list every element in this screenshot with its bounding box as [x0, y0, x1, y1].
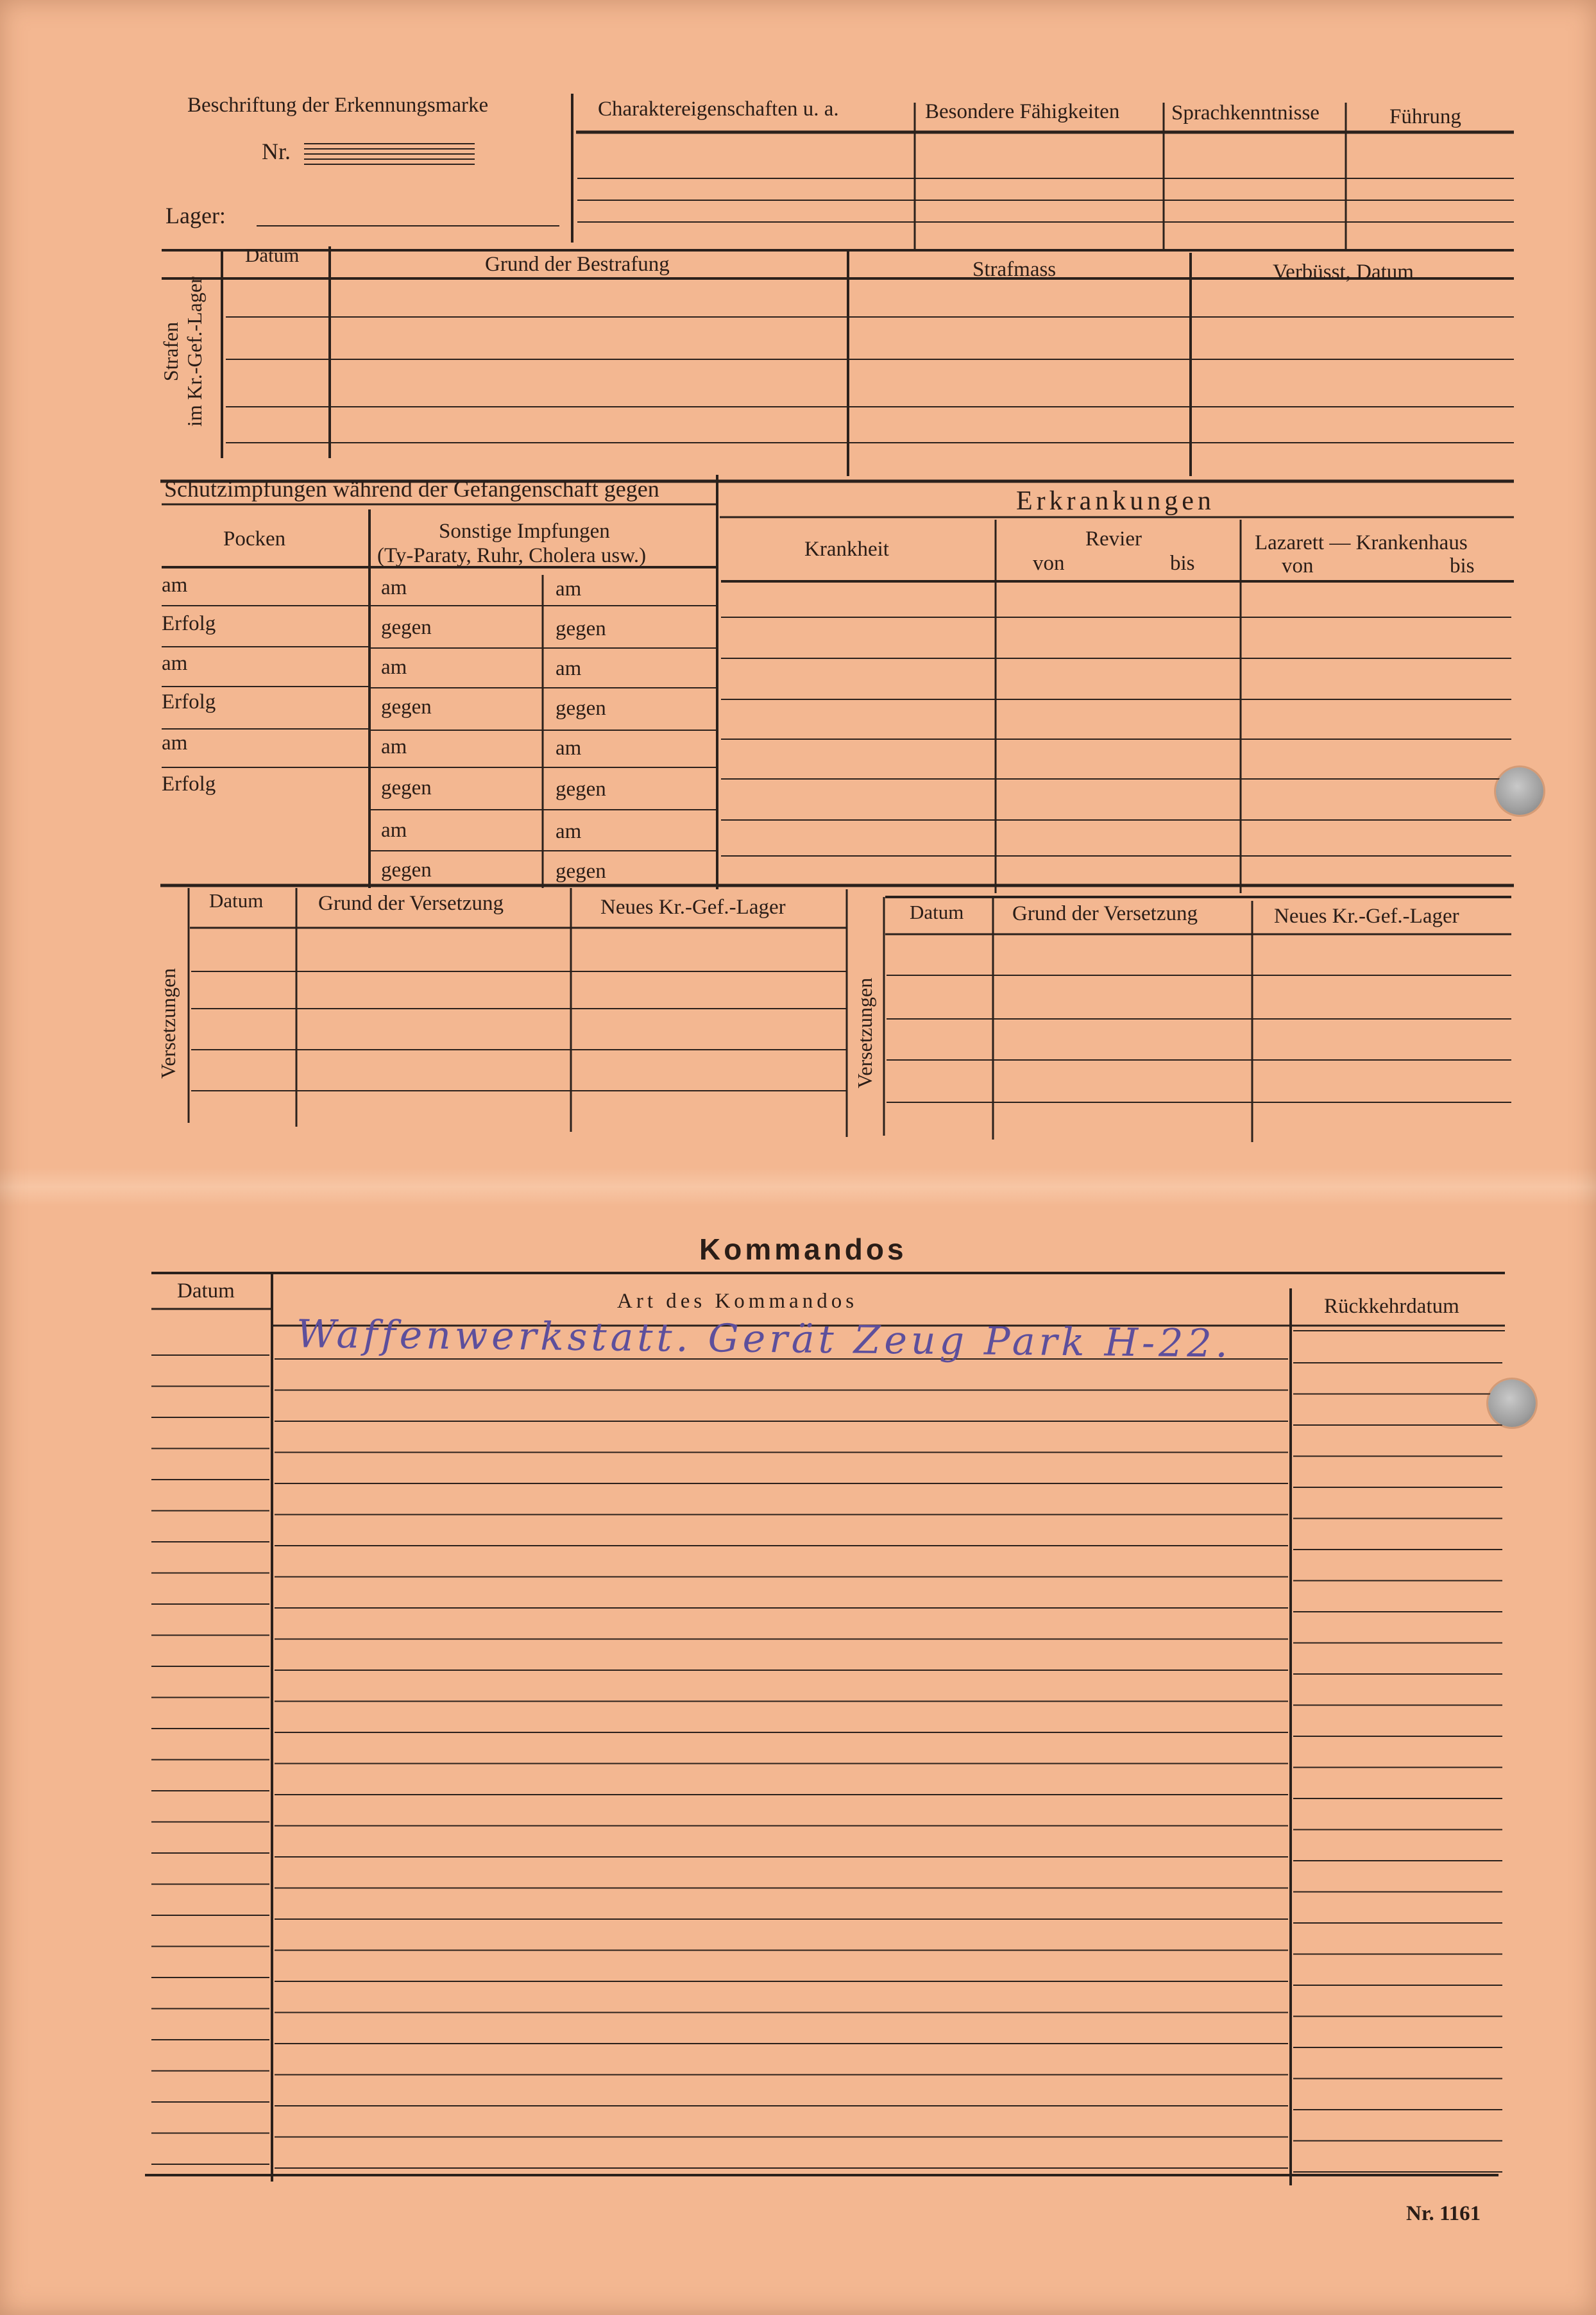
versetzung-left-col-grund: Grund der Versetzung — [318, 892, 504, 915]
sonstige-b-am-1: am — [556, 577, 582, 601]
kommandos-heading: Kommandos — [699, 1233, 907, 1266]
sonstige-a-am-4: am — [381, 819, 407, 842]
strafen-col-grund: Grund der Bestrafung — [485, 253, 670, 276]
pocken-row-erfolg-3: Erfolg — [162, 773, 216, 796]
strafen-side-label — [159, 250, 207, 453]
versetzung-right-col-lager: Neues Kr.-Gef.-Lager — [1274, 905, 1459, 928]
versetzungen-right-side-label: Versetzungen — [853, 977, 876, 1089]
strafen-col-verbuesst: Verbüsst, Datum — [1273, 261, 1414, 284]
schutzimpfungen-heading: Schutzimpfungen während der Gefangenschaft gegen — [164, 476, 659, 502]
punch-hole — [1496, 767, 1543, 815]
col-fuehrung: Führung — [1389, 105, 1461, 128]
sonstige-a-am-1: am — [381, 576, 407, 599]
erkrankungen-heading: Erkrankungen — [1016, 486, 1215, 516]
erkennungsmarke-heading: Beschriftung der Erkennungsmarke — [187, 94, 489, 117]
sonstige-b-gegen-2: gegen — [556, 697, 606, 720]
pocken-row-erfolg-2: Erfolg — [162, 690, 216, 713]
versetzung-right-col-datum: Datum — [910, 901, 964, 923]
lazarett-bis: bis — [1450, 554, 1475, 577]
col-charaktereigenschaften: Charaktereigenschaften u. a. — [598, 98, 839, 121]
kommandos-col-datum: Datum — [177, 1279, 235, 1303]
sonstige-heading-line1: Sonstige Impfungen — [439, 520, 610, 543]
pocken-row-am-3: am — [162, 731, 188, 755]
pocken-row-am-2: am — [162, 652, 188, 675]
pocken-row-am-1: am — [162, 574, 188, 597]
erkrankungen-col-revier: Revier — [1085, 527, 1142, 551]
pocken-row-erfolg-1: Erfolg — [162, 612, 216, 635]
strafen-side-label-line1: Strafen — [159, 321, 182, 382]
sonstige-b-am-2: am — [556, 657, 582, 680]
form-number: Nr. 1161 — [1406, 2202, 1481, 2225]
erkrankungen-col-krankheit: Krankheit — [804, 538, 889, 561]
strafen-col-datum: Datum — [245, 244, 300, 266]
sonstige-b-am-4: am — [556, 820, 582, 843]
sonstige-b-gegen-4: gegen — [556, 860, 606, 883]
sonstige-a-gegen-4: gegen — [381, 859, 432, 882]
lager-label: Lager: — [166, 203, 226, 228]
sonstige-a-gegen-1: gegen — [381, 616, 432, 639]
revier-von: von — [1033, 552, 1065, 575]
pocken-heading: Pocken — [223, 527, 286, 551]
sonstige-b-am-3: am — [556, 737, 582, 760]
kommando-entry-art: Waffenwerkstatt. Gerät Zeug Park H-22. — [296, 1311, 1232, 1367]
revier-bis: bis — [1170, 552, 1195, 575]
strafen-side-label-line2: im Kr.-Gef.-Lager — [182, 277, 206, 427]
nr-label: Nr. — [262, 139, 291, 164]
versetzung-left-col-datum: Datum — [209, 889, 264, 912]
strafen-col-strafmass: Strafmass — [972, 258, 1057, 281]
punch-hole — [1488, 1380, 1536, 1427]
sonstige-heading-line2: (Ty-Paraty, Ruhr, Cholera usw.) — [377, 544, 647, 567]
sonstige-b-gegen-1: gegen — [556, 617, 606, 640]
col-sprachkenntnisse: Sprachkenntnisse — [1171, 101, 1320, 124]
kommandos-col-art: Art des Kommandos — [617, 1290, 858, 1313]
sonstige-a-am-2: am — [381, 656, 407, 679]
versetzung-left-col-lager: Neues Kr.-Gef.-Lager — [600, 896, 786, 919]
versetzung-right-col-grund: Grund der Versetzung — [1012, 902, 1198, 925]
sonstige-a-am-3: am — [381, 735, 407, 758]
sonstige-a-gegen-2: gegen — [381, 696, 432, 719]
kommandos-col-rueckkehrdatum: Rückkehrdatum — [1324, 1295, 1459, 1318]
versetzungen-left-side-label: Versetzungen — [157, 968, 180, 1079]
erkrankungen-col-lazarett: Lazarett — Krankenhaus — [1255, 531, 1468, 554]
sonstige-b-gegen-3: gegen — [556, 778, 606, 801]
col-besondere-faehigkeiten: Besondere Fähigkeiten — [925, 100, 1120, 123]
lazarett-von: von — [1282, 554, 1314, 577]
sonstige-a-gegen-3: gegen — [381, 776, 432, 799]
